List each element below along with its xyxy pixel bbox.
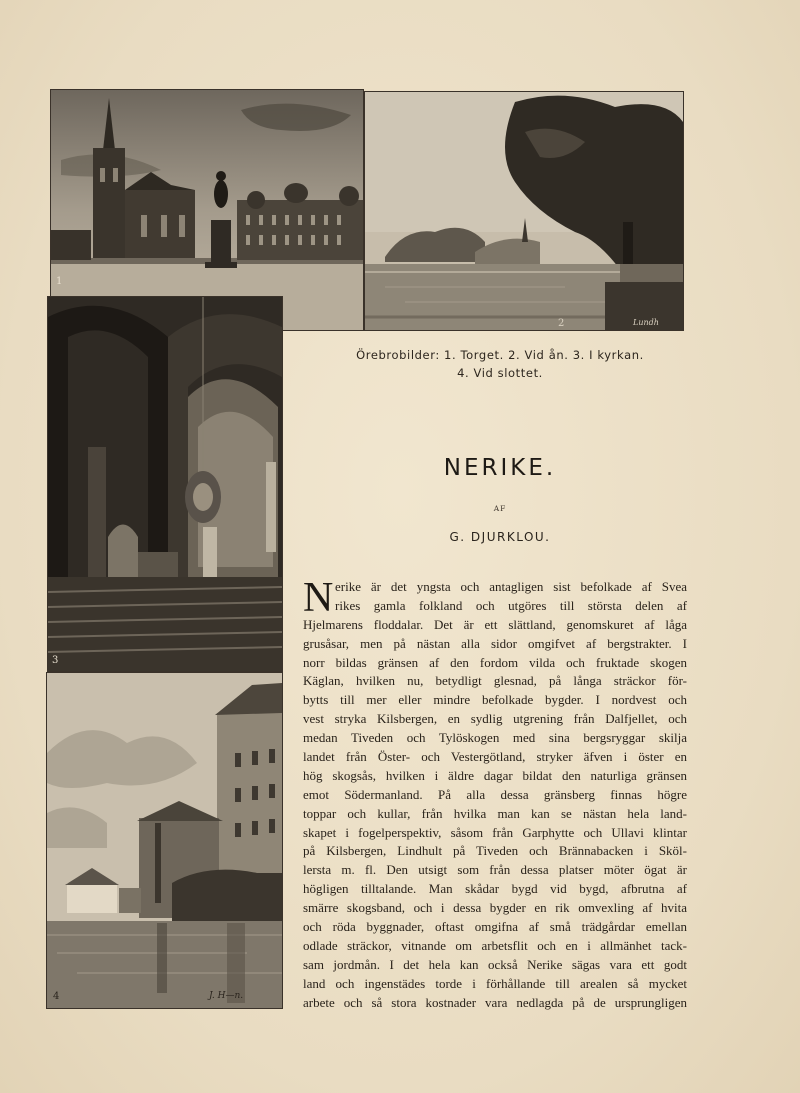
- body-line: sam jordmån. I det hela kan också Nerike sägas vara ett godt: [303, 956, 687, 972]
- plate-number: 2: [558, 318, 565, 329]
- plate-number: 4: [53, 991, 60, 1002]
- byline-prefix: AF: [493, 504, 507, 513]
- body-line: hög skogsås, hvilken i äldre dagar bildat den naturliga gränsen: [303, 767, 687, 783]
- engraver-signature: Lundh: [633, 318, 659, 327]
- body-line: smärre skogsband, och i dessa bygder en rik omvexling af hvita: [303, 900, 687, 916]
- image-caption: [300, 346, 700, 382]
- body-line: på Kilsbergen, Lindhult på Tiveden och Brännabacken i Sköl-: [303, 843, 687, 859]
- slottet-illustration: [47, 673, 282, 1008]
- plate-number: 1: [56, 276, 63, 287]
- article-title: NERIKE.: [443, 455, 557, 481]
- caption-line-2: 4. Vid slottet.: [457, 366, 543, 380]
- slottet-engraving: [46, 672, 283, 1009]
- body-line: arbete och så stora kostnader vara nedlagda på de ursprungligen: [303, 994, 687, 1010]
- body-line: bytts till mer eller mindre befolkade bygder. I nordvest och: [303, 692, 687, 708]
- article-body: [303, 575, 687, 1012]
- article-author: G. DJURKLOU.: [449, 530, 551, 544]
- body-line: erike är det yngsta och antagligen sist befolkade af Svea: [335, 579, 687, 594]
- body-line: land och ingenstädes torde i förhållande till arealen så mycket: [303, 975, 687, 991]
- body-line: Hjelmarens floddalar. Det är ett slättland, genomskuret af låga: [303, 616, 687, 632]
- vid-an-illustration: [365, 92, 683, 330]
- vid-an-engraving: [364, 91, 684, 331]
- body-line: högligen tilltalande. Man skådar bygd vid bygd, afbrutna af: [303, 881, 687, 897]
- kyrkan-engraving: [47, 296, 283, 672]
- body-line: odlade sträckor, vitnande om arbetsflit och en i allmänhet tack-: [303, 937, 687, 953]
- kyrkan-illustration: [48, 297, 282, 671]
- body-line: toppar och kullar, från hvilka man kan se nästan hela land-: [303, 805, 687, 821]
- body-line: vest stryka Kilsbergen, en sydlig utgrening från Dalfjellet, och: [303, 711, 687, 727]
- body-line: emot Södermanland. På alla dessa gränsberg finnas högre: [303, 786, 687, 802]
- body-line: grusåsar, men på nästan alla sidor omgifvet af bergstrakter. I: [303, 635, 687, 651]
- torget-illustration: [51, 90, 363, 330]
- body-line: Käglan, hvilken nu, betydligt glesnad, på långa sträckor för-: [303, 673, 687, 689]
- drop-cap: N: [303, 575, 334, 621]
- engraver-signature: J. H—n.: [209, 991, 244, 1001]
- body-line: landet från Öster- och Vestergötland, stryker äfven i öster en: [303, 749, 687, 765]
- plate-number: 3: [52, 655, 59, 666]
- torget-engraving: [50, 89, 364, 331]
- body-line: rikes gamla folkland och utgöres till största delen af: [335, 597, 687, 613]
- body-line: medan Tiveden och Tylöskogen med sina bergsryggar skilja: [303, 730, 687, 746]
- body-line: lersta m. fl. Den utsigt som från dessa platser möter ögat är: [303, 862, 687, 878]
- caption-line-1: Örebrobilder: 1. Torget. 2. Vid ån. 3. I kyrkan.: [356, 348, 644, 362]
- body-line: skapet i fogelperspektiv, såsom från Garphytte och Ullavi klintar: [303, 824, 687, 840]
- body-line: och röda byggnader, oftast omgifna af små trädgårdar emellan: [303, 919, 687, 935]
- body-line: norr bildas gränsen af den fordom vilda och fruktade skogen: [303, 654, 687, 670]
